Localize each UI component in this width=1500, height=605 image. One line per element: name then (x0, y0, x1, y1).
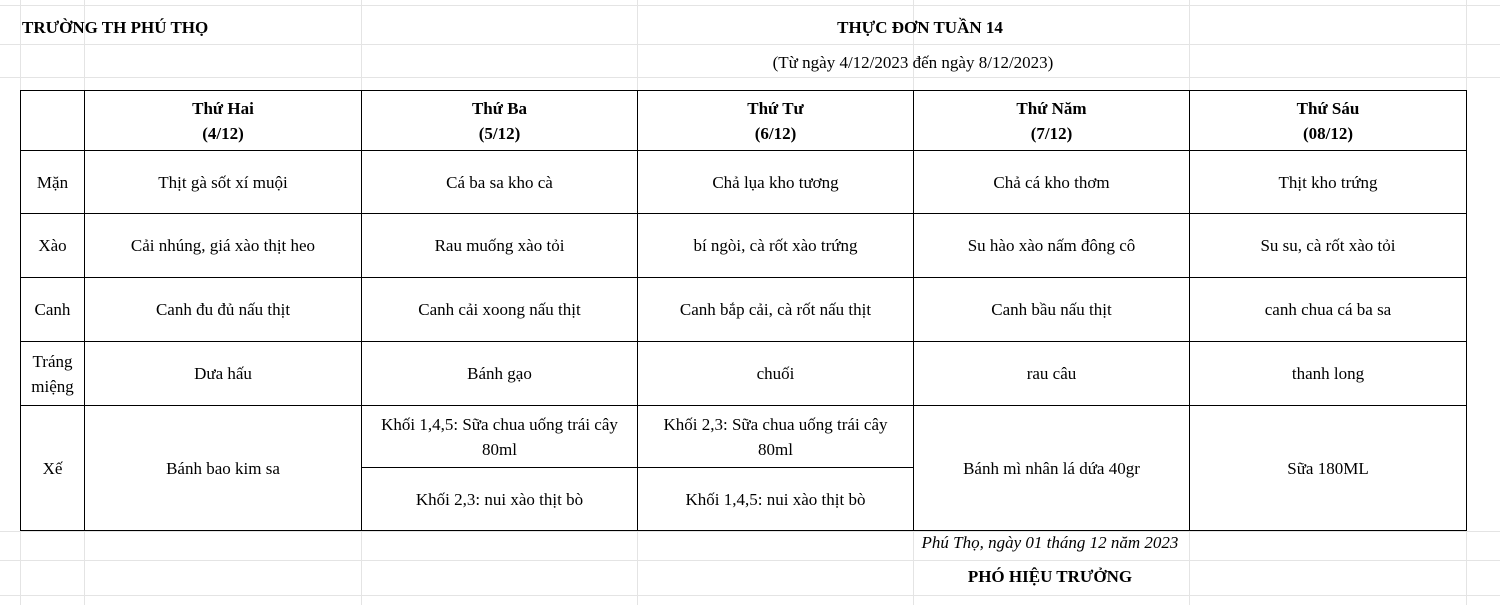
menu-cell: Bánh gạo (362, 342, 638, 406)
day-name: Thứ Năm (1016, 98, 1087, 118)
menu-cell: Cá ba sa kho cà (362, 151, 638, 214)
meal-row-trang-mieng (21, 342, 1467, 406)
gridline (0, 77, 1500, 78)
menu-cell: Khối 1,4,5: Sữa chua uống trái cây 80ml (362, 406, 638, 468)
gridline (0, 44, 1500, 45)
row-label: Xế (21, 406, 85, 531)
menu-cell: Bánh bao kim sa (85, 406, 362, 531)
day-date: (08/12) (1302, 123, 1354, 143)
row-label: Xào (21, 214, 85, 278)
day-date: (7/12) (1030, 123, 1073, 143)
menu-cell: Dưa hấu (85, 342, 362, 406)
day-date: (6/12) (754, 123, 797, 143)
day-header (362, 91, 638, 151)
school-name: TRƯỜNG TH PHÚ THỌ (22, 18, 209, 37)
menu-cell: Canh bầu nấu thịt (914, 278, 1190, 342)
menu-cell: Canh bắp cải, cà rốt nấu thịt (638, 278, 914, 342)
day-header (1190, 91, 1467, 151)
menu-cell: Su hào xào nấm đông cô (914, 214, 1190, 278)
menu-cell: Khối 1,4,5: nui xào thịt bò (638, 468, 914, 531)
menu-cell: Canh cải xoong nấu thịt (362, 278, 638, 342)
menu-cell: Canh đu đủ nấu thịt (85, 278, 362, 342)
day-header (638, 91, 914, 151)
menu-cell: Thịt kho trứng (1190, 151, 1467, 214)
menu-cell: bí ngòi, cà rốt xào trứng (638, 214, 914, 278)
menu-cell: Su su, cà rốt xào tỏi (1190, 214, 1467, 278)
gridline (0, 531, 1500, 532)
menu-cell: chuối (638, 342, 914, 406)
signer-title: PHÓ HIỆU TRƯỞNG (967, 567, 1133, 586)
date-range: (Từ ngày 4/12/2023 đến ngày 8/12/2023) (772, 53, 1054, 72)
menu-cell: Sữa 180ML (1190, 406, 1467, 531)
gridline (0, 5, 1500, 6)
meal-row-xe (21, 406, 1467, 468)
menu-cell: canh chua cá ba sa (1190, 278, 1467, 342)
day-date: (4/12) (202, 123, 244, 143)
day-date: (5/12) (478, 123, 521, 143)
day-header (85, 91, 362, 151)
day-name: Thứ Ba (471, 98, 528, 118)
gridline (0, 560, 1500, 561)
day-name: Thứ Hai (192, 98, 254, 118)
gridline (0, 595, 1500, 596)
menu-cell: Chả lụa kho tương (638, 151, 914, 214)
page-title: THỰC ĐƠN TUẦN 14 (837, 18, 1003, 37)
row-label: Mặn (21, 151, 85, 214)
place-date: Phú Thọ, ngày 01 tháng 12 năm 2023 (921, 533, 1179, 552)
menu-cell: rau câu (914, 342, 1190, 406)
menu-table (20, 90, 1467, 531)
meal-row-canh (21, 278, 1467, 342)
menu-cell: Cải nhúng, giá xào thịt heo (85, 214, 362, 278)
meal-row-xao (21, 214, 1467, 278)
menu-cell: Rau muống xào tỏi (362, 214, 638, 278)
menu-cell: Thịt gà sốt xí muội (85, 151, 362, 214)
menu-cell: Khối 2,3: nui xào thịt bò (362, 468, 638, 531)
day-header (914, 91, 1190, 151)
menu-cell: Bánh mì nhân lá dứa 40gr (914, 406, 1190, 531)
meal-row-man (21, 151, 1467, 214)
corner-cell (21, 91, 85, 151)
menu-cell: thanh long (1190, 342, 1467, 406)
day-name: Thứ Sáu (1296, 98, 1360, 118)
menu-cell: Khối 2,3: Sữa chua uống trái cây 80ml (638, 406, 914, 468)
menu-cell: Chả cá kho thơm (914, 151, 1190, 214)
day-name: Thứ Tư (747, 98, 804, 118)
row-label: Tráng miệng (21, 342, 85, 406)
header-row (21, 91, 1467, 151)
row-label: Canh (21, 278, 85, 342)
